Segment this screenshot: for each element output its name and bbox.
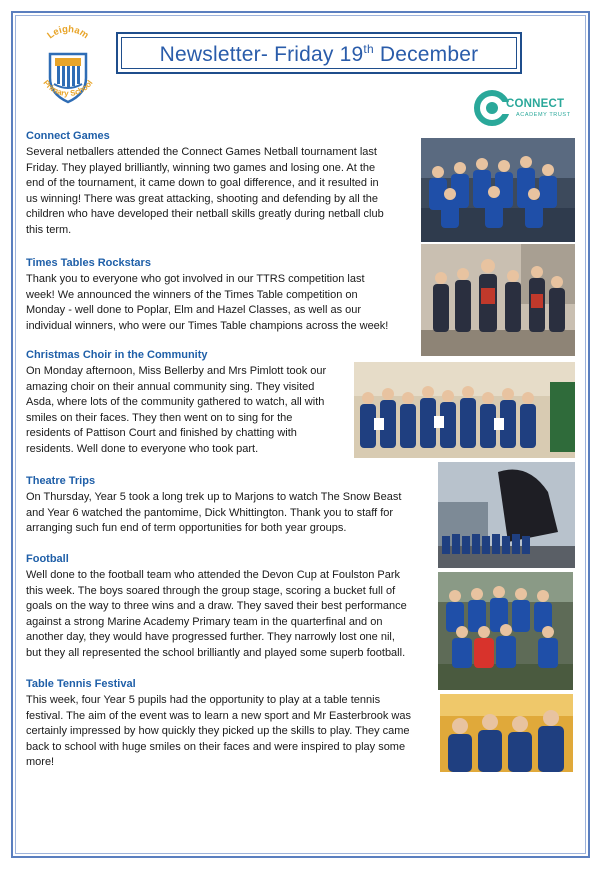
photo-theatre-trip [438,462,575,568]
photo-ttrs-winners [421,244,575,356]
section-body: On Monday afternoon, Miss Bellerby and Mrs Pimlott took our amazing choir on their annual community sing. They visited Asda, where lots of the community gathered to watch, all with smiles on their faces. They then went on to sing for the residents of Pattison Court and finished by chatting with residents. Well done to everyone who took part. [26,365,327,455]
section-body: This week, four Year 5 pupils had the opportunity to play at a table tennis festival. The aim of the event was to learn a new sport and Mr Easterbrook was certainly impressed by how quickly they picked up the skills to play. They came back to school with huge smiles on their faces and were inspired to play some more! [26,694,411,768]
section-heading: Connect Games [26,130,110,142]
page-title: Newsletter- Friday 19th December [159,42,479,66]
section-heading: Times Tables Rockstars [26,257,151,269]
school-logo [32,22,104,114]
title-box [116,32,522,74]
section-heading: Football [26,553,69,565]
section-heading: Table Tennis Festival [26,678,136,690]
section-body: On Thursday, Year 5 took a long trek up to Marjons to watch The Snow Beast and Year 6 watched the pantomime, Dick Whittington. Thank you to staff for arranging such fun end of term opportunities for both year groups. [26,491,402,534]
photo-table-tennis [440,694,573,772]
section-body: Well done to the football team who attended the Devon Cup at Foulston Park this week. The boys soared through the group stage, scoring a bucket full of goals on the way to three wins and a draw. They saved their best performance against a strong Marine Academy Primary team in the quarterfinal and on another day, they would have progressed further. They narrowly lost one nil, but they all represented the school brilliantly and played some superb football. [26,569,407,659]
logo-top-text: Leigham [45,23,91,42]
photo-football-team [438,572,573,690]
photo-netball-team [421,138,575,242]
photo-choir [354,362,575,458]
section-body: Several netballers attended the Connect Games Netball tournament last Friday. They played brilliantly, winning two games and losing one. At the end of the tournament, it came down to goal difference, and it resulted in us winning! There was great attacking, shooting and defending by all the children who have developed their netball skills greatly during netball club this term. [26,146,384,236]
logo-bottom-text: Primary School [41,78,95,99]
trust-name: CONNECT [506,98,565,110]
svg-text:Leigham [45,24,90,41]
section-heading: Theatre Trips [26,475,96,487]
trust-subtitle: ACADEMY TRUST [516,112,571,118]
section-heading: Christmas Choir in the Community [26,349,208,361]
section-body: Thank you to everyone who got involved in our TTRS competition last week! We announced the winners of the Times Table competition on Monday - well done to Poplar, Elm and Hazel Classes, as well as our individual winners, who were our Times Table champions across the week! [26,273,389,332]
